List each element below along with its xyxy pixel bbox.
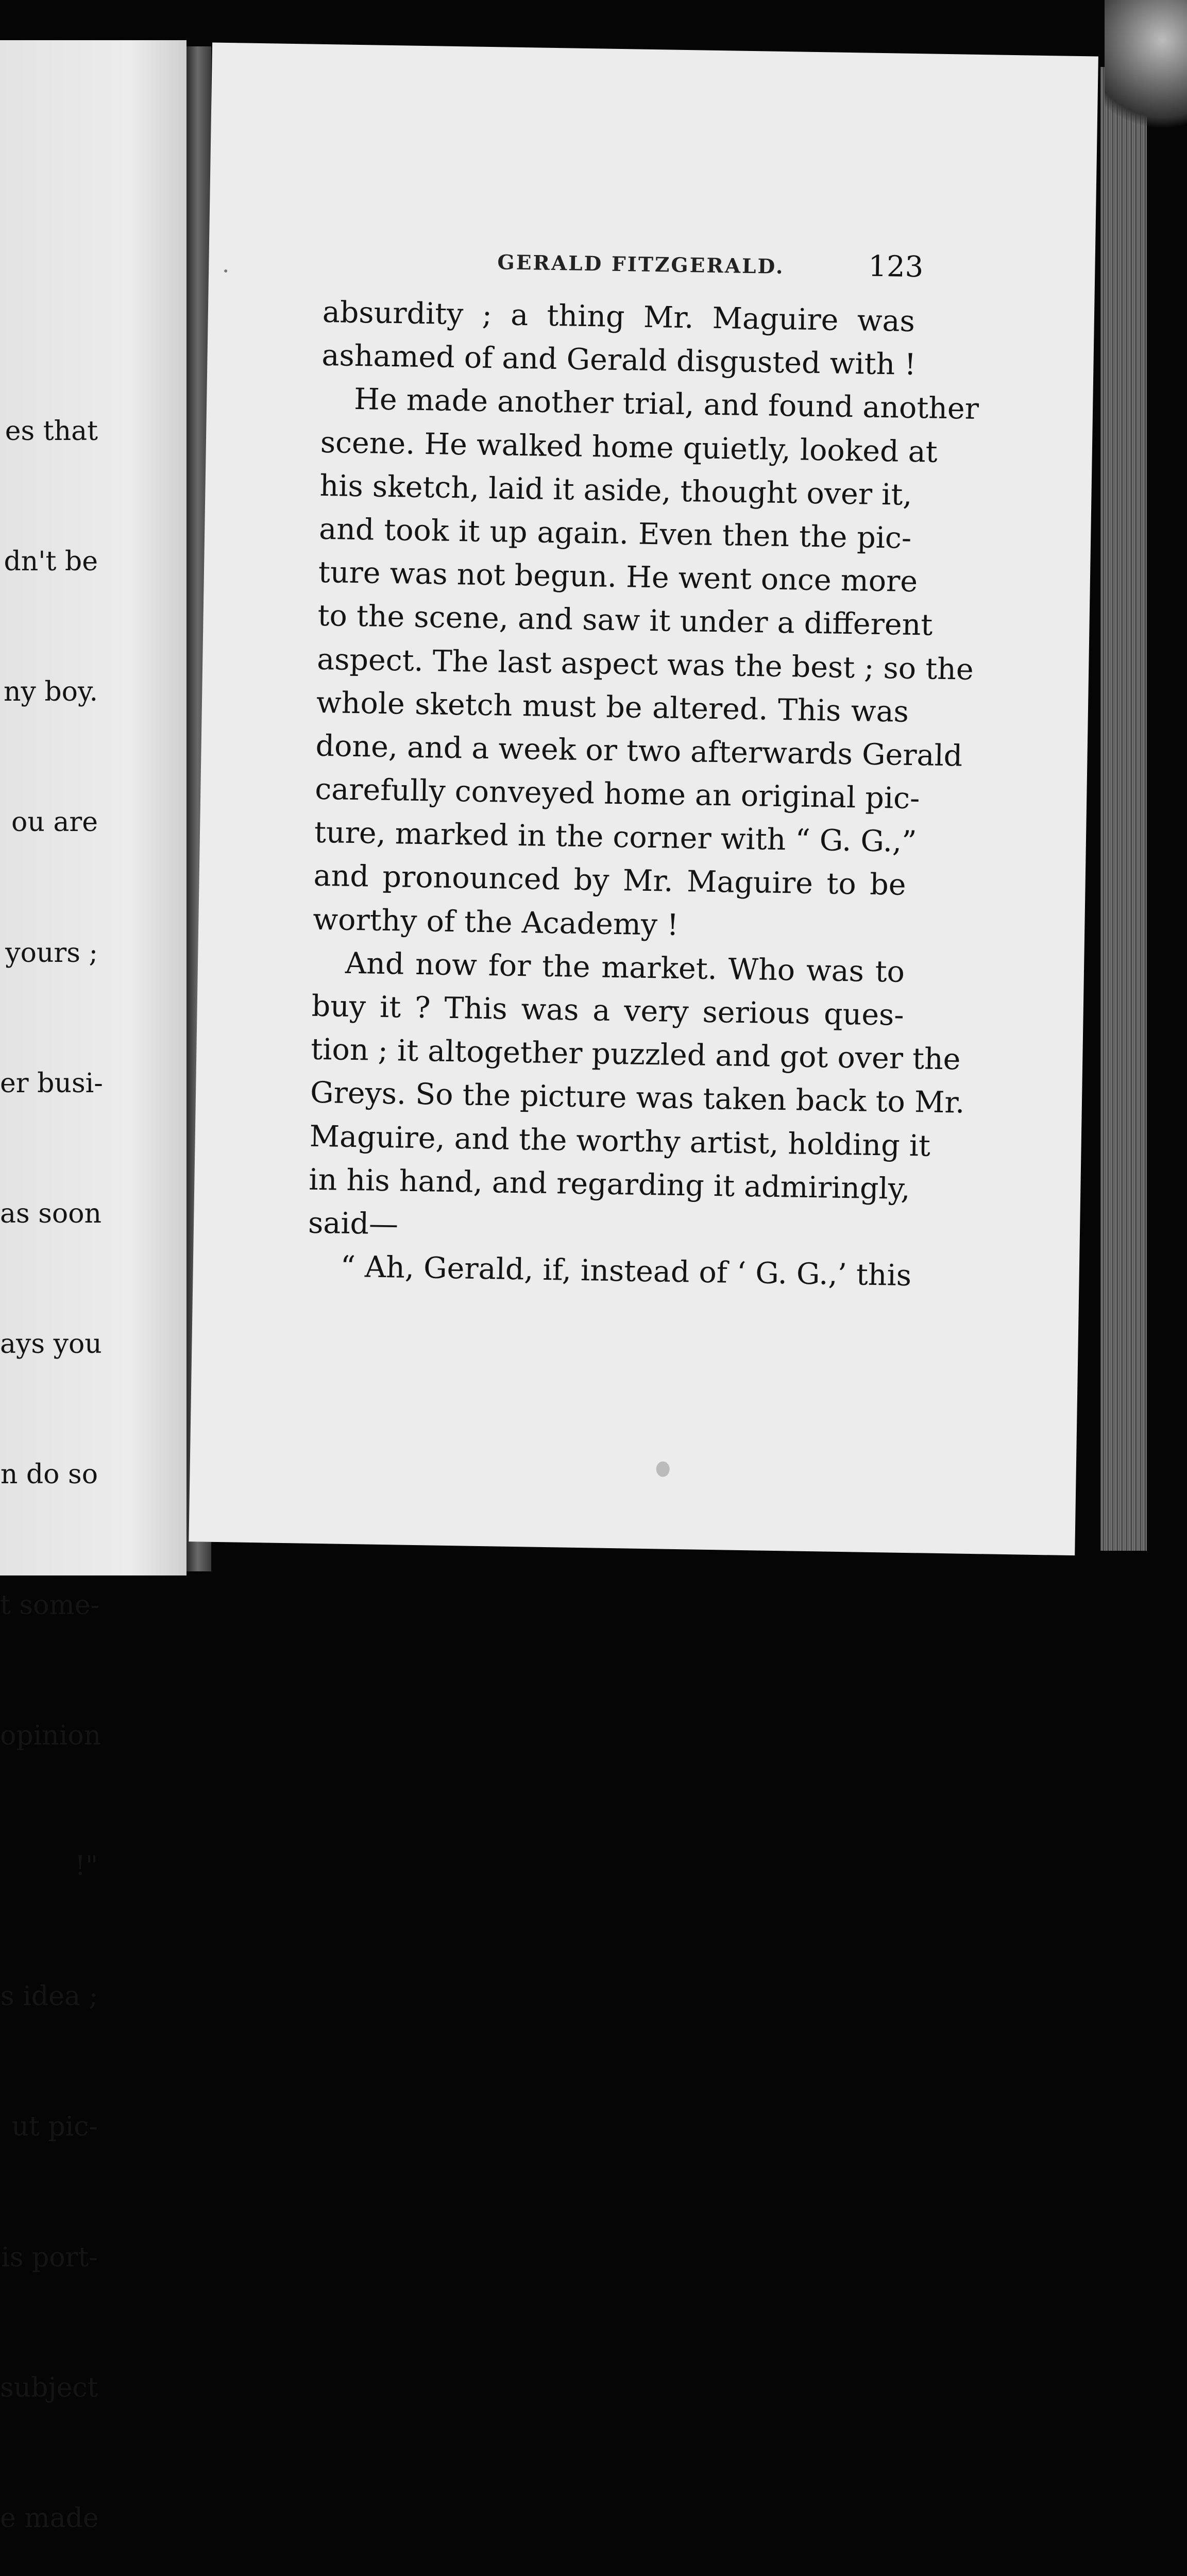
previous-page-line: s idea ; — [1, 1981, 98, 2012]
text-line: in his hand, and regarding it admiringly, — [308, 1162, 911, 1206]
previous-page-line: ays you — [0, 1329, 102, 1360]
previous-page-line: yours ; — [5, 937, 98, 969]
previous-page-line: subject — [0, 2372, 98, 2403]
text-line: said— — [308, 1206, 399, 1242]
paper-speck — [656, 1461, 669, 1477]
previous-page-line: t some- — [0, 1589, 100, 1621]
paragraph-first-line: “ Ah, Gerald, if, instead of ‘ G. G.,’ this — [340, 1249, 912, 1293]
text-line: ture, marked in the corner with “ G. G.,” — [314, 816, 917, 859]
text-line: Greys. So the picture was taken back to Mr. — [310, 1076, 965, 1121]
text-line: aspect. The last aspect was the best ; so the — [316, 642, 974, 687]
previous-page-line: n do so — [0, 1459, 98, 1490]
text-line: absurdity ; a thing Mr. Maguire was — [322, 295, 915, 338]
text-line: scene. He walked home quietly, looked at — [320, 425, 938, 469]
page-block-edge — [1100, 67, 1147, 1551]
text-line: to the scene, and saw it under a different — [317, 599, 933, 642]
running-head: GERALD FITZGERALD. — [497, 250, 785, 279]
scan-glare — [1105, 0, 1187, 134]
text-line: ashamed of and Gerald disgusted with ! — [321, 338, 917, 382]
previous-page-line: !" — [75, 1851, 98, 1882]
previous-page-line: er busi- — [0, 1067, 103, 1099]
text-line: ture was not begun. He went once more — [318, 555, 918, 599]
previous-page — [0, 40, 186, 2534]
previous-page-line: is port- — [1, 2242, 98, 2273]
text-line: carefully conveyed home an original pic- — [314, 772, 920, 816]
text-line: his sketch, laid it aside, thought over it, — [319, 468, 912, 512]
book-page — [189, 42, 1098, 1555]
previous-page-line: ut pic- — [11, 2111, 98, 2143]
paper-speck — [224, 269, 227, 273]
text-line: buy it ? This was a very serious ques- — [311, 989, 905, 1032]
body-text — [307, 291, 979, 1297]
text-line: done, and a week or two afterwards Gerald — [315, 728, 963, 773]
previous-page-line: ny boy. — [4, 676, 98, 708]
text-line: and took it up again. Even then the pic- — [318, 512, 912, 555]
text-line: and pronounced by Mr. Maguire to be — [313, 859, 907, 903]
previous-page-line: es that — [5, 415, 98, 447]
previous-page-line: ou are — [11, 807, 98, 838]
paragraph-first-line: And now for the market. Who was to — [345, 946, 905, 989]
page-number: 123 — [868, 249, 924, 284]
text-line: tion ; it altogether puzzled and got over the — [310, 1032, 961, 1077]
previous-page-line: as soon — [0, 1198, 102, 1230]
text-line: Maguire, and the worthy artist, holding it — [309, 1119, 931, 1163]
previous-page-line: e made — [0, 2503, 99, 2534]
text-line: whole sketch must be altered. This was — [316, 685, 909, 729]
text-line: worthy of the Academy ! — [312, 902, 679, 942]
previous-page-line: opinion — [0, 1720, 101, 1751]
previous-page-text — [0, 323, 103, 2576]
paragraph-first-line: He made another trial, and found another — [353, 382, 979, 427]
previous-page-line: dn't be — [4, 546, 98, 578]
